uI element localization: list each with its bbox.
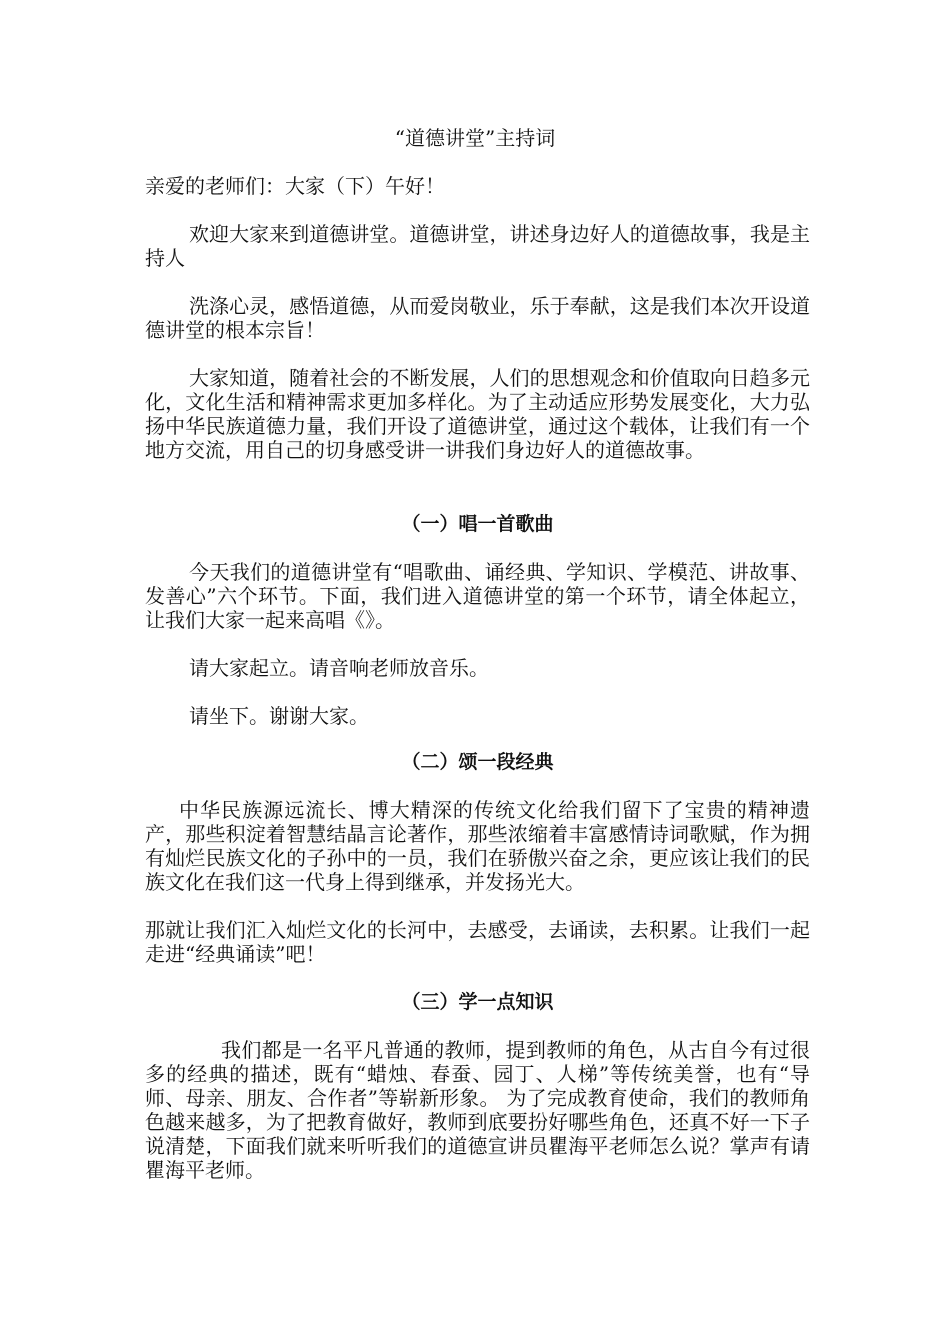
intro-paragraph-3: 大家知道，随着社会的不断发展，人们的思想观念和价值取向日趋多元化，文化生活和精神需求更加多样化。为了主动适应形势发展变化，大力弘扬中华民族道德力量，我们开设了道德讲堂，通过这个载体，让我们有一个地方交流，用自己的切身感受讲一讲我们身边好人的道德故事。 — [145, 366, 810, 462]
section-1-paragraph-2: 请大家起立。请音响老师放音乐。 — [189, 656, 489, 680]
section-2-paragraph-2: 那就让我们汇入灿烂文化的长河中，去感受，去诵读，去积累。让我们一起走进“经典诵读”吧！ — [145, 918, 810, 966]
section-1-paragraph-3: 请坐下。谢谢大家。 — [189, 704, 369, 728]
section-1-heading: （一）唱一首歌曲 — [401, 513, 554, 535]
section-3-paragraph-1: 我们都是一名平凡普通的教师，提到教师的角色，从古自今有过很多的经典的描述，既有“蜡烛、春蚕、园丁、人梯”等传统美誉，也有“导师、母亲、朋友、合作者”等崭新形象。 为了完成教育使命，我们的教师角色越来越多，为了把教育做好，教师到底要扮好哪些角色，还真不好一下子说清楚，下面我们就来听听我们的道德宣讲员瞿海平老师怎么说？掌声有请瞿海平老师。 — [145, 1038, 810, 1182]
section-3-heading: （三）学一点知识 — [401, 991, 554, 1013]
greeting-paragraph: 亲爱的老师们：大家（下）午好！ — [145, 174, 445, 198]
section-2-paragraph-1: 中华民族源远流长、博大精深的传统文化给我们留下了宝贵的精神遗产，那些积淀着智慧结晶言论著作，那些浓缩着丰富感情诗词歌赋，作为拥有灿烂民族文化的子孙中的一员，我们在骄傲兴奋之余，更应该让我们的民族文化在我们这一代身上得到继承，并发扬光大。 — [145, 798, 810, 894]
document-title: “道德讲堂”主持词 — [394, 126, 556, 150]
intro-paragraph-2: 洗涤心灵，感悟道德，从而爱岗敬业，乐于奉献，这是我们本次开设道德讲堂的根本宗旨！ — [145, 294, 810, 342]
intro-paragraph-1: 欢迎大家来到道德讲堂。道德讲堂，讲述身边好人的道德故事，我是主持人 — [145, 222, 810, 270]
section-1-paragraph-1: 今天我们的道德讲堂有“唱歌曲、诵经典、学知识、学模范、讲故事、发善心”六个环节。下面，我们进入道德讲堂的第一个环节，请全体起立，让我们大家一起来高唱《》。 — [145, 560, 810, 632]
section-2-heading: （二）颂一段经典 — [401, 751, 554, 773]
